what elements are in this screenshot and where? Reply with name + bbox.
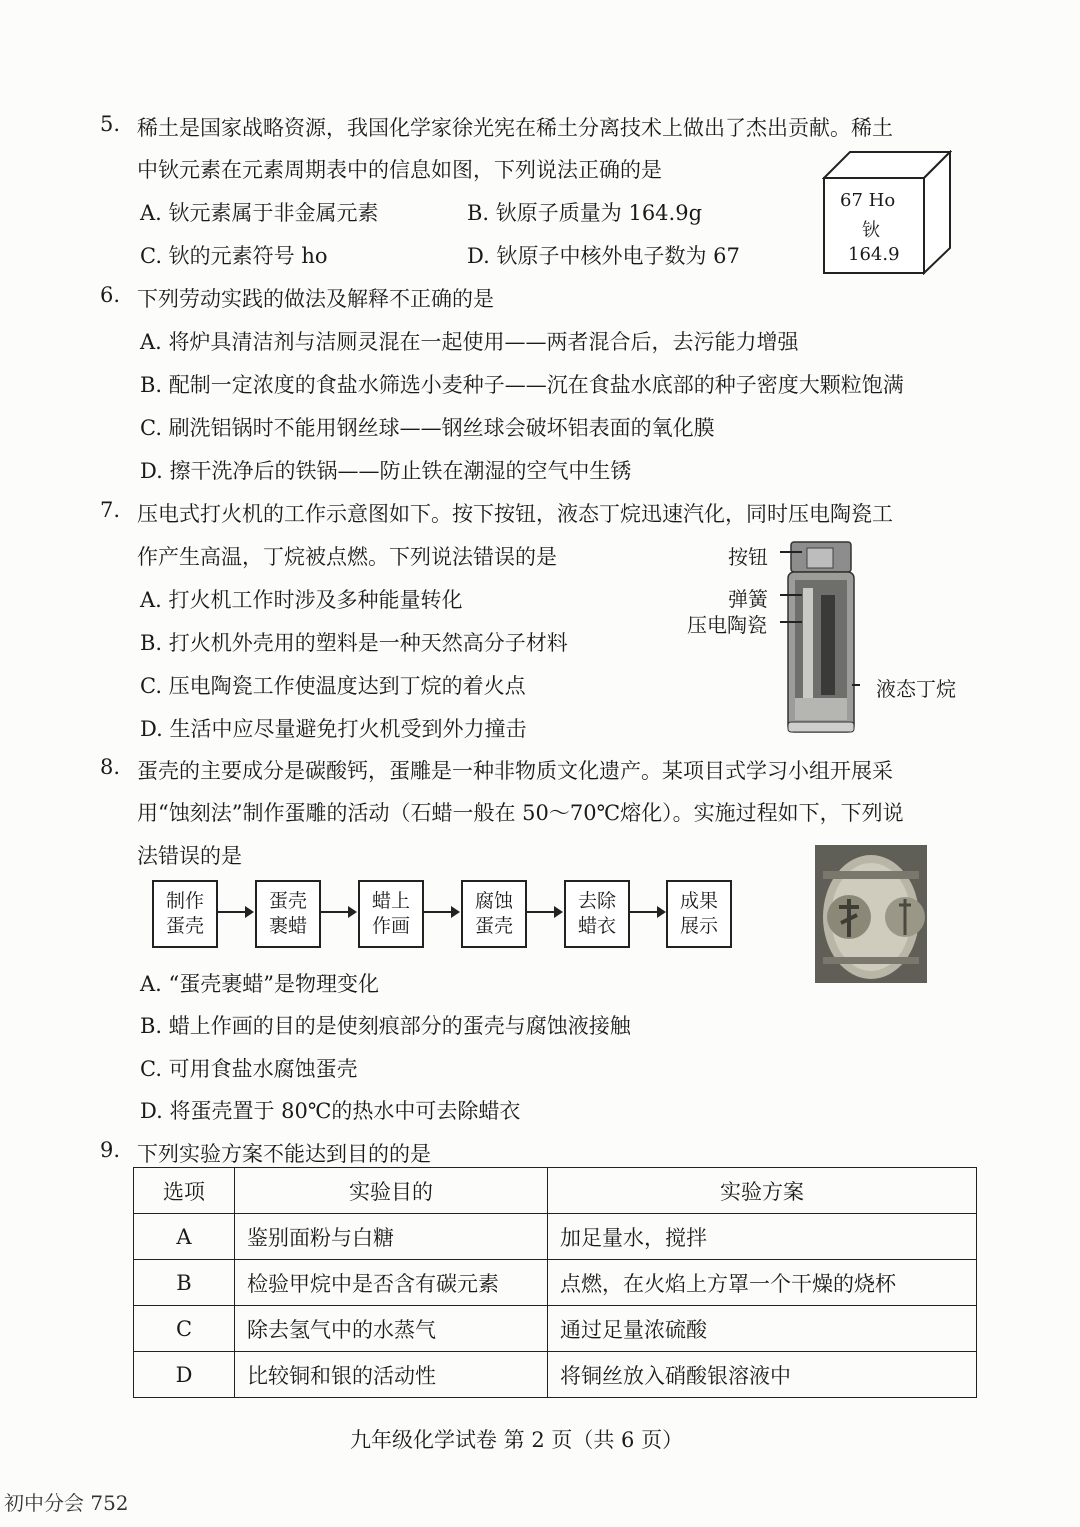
lighter-leader-lines bbox=[780, 540, 860, 700]
q6-option-c: C. 刷洗铝锅时不能用钢丝球——钢丝球会破坏铝表面的氧化膜 bbox=[140, 416, 715, 440]
table-cell: C bbox=[134, 1306, 235, 1352]
q5-line2: 中钬元素在元素周期表中的信息如图，下列说法正确的是 bbox=[137, 158, 662, 182]
q9-number: 9. bbox=[100, 1138, 121, 1162]
q5-number: 5. bbox=[100, 112, 121, 136]
flow-step-6: 成果 展示 bbox=[666, 880, 732, 948]
label-spring: 弹簧 bbox=[728, 587, 768, 611]
table-cell: B bbox=[134, 1260, 235, 1306]
table-header-row bbox=[134, 1168, 977, 1214]
flow-arrow bbox=[424, 911, 458, 913]
element-cell-cube bbox=[822, 150, 952, 275]
flow-step-3: 蜡上 作画 bbox=[358, 880, 424, 948]
table-header: 实验方案 bbox=[548, 1168, 977, 1214]
flow-step-1: 制作 蛋壳 bbox=[152, 880, 218, 948]
table-cell: A bbox=[134, 1214, 235, 1260]
q6-option-d: D. 擦干洗净后的铁锅——防止铁在潮湿的空气中生锈 bbox=[140, 459, 632, 483]
element-mass: 164.9 bbox=[848, 244, 900, 265]
table-row bbox=[134, 1260, 977, 1306]
flow-arrow bbox=[527, 911, 561, 913]
q7-option-b: B. 打火机外壳用的塑料是一种天然高分子材料 bbox=[140, 631, 568, 655]
q6-option-a: A. 将炉具清洁剂与洁厕灵混在一起使用——两者混合后，去污能力增强 bbox=[140, 330, 799, 354]
label-button: 按钮 bbox=[728, 545, 768, 569]
q5-option-c: C. 钬的元素符号 ho bbox=[140, 244, 328, 268]
table-row bbox=[134, 1214, 977, 1260]
q8-option-c: C. 可用食盐水腐蚀蛋壳 bbox=[140, 1057, 358, 1081]
q7-option-d: D. 生活中应尽量避免打火机受到外力撞击 bbox=[140, 717, 527, 741]
q7-line2: 作产生高温，丁烷被点燃。下列说法错误的是 bbox=[137, 545, 557, 569]
label-ceramic: 压电陶瓷 bbox=[687, 613, 767, 637]
table-cell: 加足量水，搅拌 bbox=[548, 1214, 977, 1260]
table-cell: D bbox=[134, 1352, 235, 1398]
flow-arrow bbox=[321, 911, 355, 913]
table-header: 选项 bbox=[134, 1168, 235, 1214]
q5-option-a: A. 钬元素属于非金属元素 bbox=[140, 201, 379, 225]
q6-option-b: B. 配制一定浓度的食盐水筛选小麦种子——沉在食盐水底部的种子密度大颗粒饱满 bbox=[140, 373, 904, 397]
table-cell: 点燃，在火焰上方罩一个干燥的烧杯 bbox=[548, 1260, 977, 1306]
experiment-table bbox=[133, 1167, 977, 1398]
q8-line3: 法错误的是 bbox=[137, 844, 242, 868]
table-cell: 鉴别面粉与白糖 bbox=[235, 1214, 548, 1260]
q8-option-a: A. “蛋壳裹蜡”是物理变化 bbox=[140, 972, 379, 996]
table-cell: 比较铜和银的活动性 bbox=[235, 1352, 548, 1398]
q7-option-a: A. 打火机工作时涉及多种能量转化 bbox=[140, 588, 463, 612]
table-cell: 除去氢气中的水蒸气 bbox=[235, 1306, 548, 1352]
flow-arrow bbox=[630, 911, 664, 913]
element-name: 钬 bbox=[862, 220, 880, 241]
table-cell: 检验甲烷中是否含有碳元素 bbox=[235, 1260, 548, 1306]
table-row bbox=[134, 1306, 977, 1352]
q8-line2: 用“蚀刻法”制作蛋雕的活动（石蜡一般在 50～70℃熔化）。实施过程如下，下列说 bbox=[137, 801, 904, 825]
page-footer: 九年级化学试卷 第 2 页（共 6 页） bbox=[350, 1428, 684, 1452]
q7-line1: 压电式打火机的工作示意图如下。按下按钮，液态丁烷迅速汽化，同时压电陶瓷工 bbox=[137, 502, 893, 526]
q5-option-d: D. 钬原子中核外电子数为 67 bbox=[467, 244, 740, 268]
table-header: 实验目的 bbox=[235, 1168, 548, 1214]
q9-stem: 下列实验方案不能达到目的的是 bbox=[137, 1142, 431, 1166]
q8-option-d: D. 将蛋壳置于 80℃的热水中可去除蜡衣 bbox=[140, 1099, 521, 1123]
q5-option-b: B. 钬原子质量为 164.9g bbox=[467, 201, 703, 225]
label-butane: 液态丁烷 bbox=[876, 677, 956, 701]
table-row bbox=[134, 1352, 977, 1398]
q6-stem: 下列劳动实践的做法及解释不正确的是 bbox=[137, 287, 494, 311]
q8-number: 8. bbox=[100, 755, 121, 779]
table-cell: 通过足量浓硫酸 bbox=[548, 1306, 977, 1352]
q8-option-b: B. 蜡上作画的目的是使刻痕部分的蛋壳与腐蚀液接触 bbox=[140, 1014, 631, 1038]
watermark-text: 初中分会 752 bbox=[4, 1491, 129, 1515]
q6-number: 6. bbox=[100, 283, 121, 307]
egg-carving-photo bbox=[815, 845, 927, 983]
q7-number: 7. bbox=[100, 498, 121, 522]
flow-step-4: 腐蚀 蛋壳 bbox=[461, 880, 527, 948]
flow-step-5: 去除 蜡衣 bbox=[564, 880, 630, 948]
flow-arrow bbox=[218, 911, 252, 913]
table-cell: 将铜丝放入硝酸银溶液中 bbox=[548, 1352, 977, 1398]
q7-option-c: C. 压电陶瓷工作使温度达到丁烷的着火点 bbox=[140, 674, 526, 698]
q5-line1: 稀土是国家战略资源，我国化学家徐光宪在稀土分离技术上做出了杰出贡献。稀土 bbox=[137, 116, 893, 140]
flow-step-2: 蛋壳 裹蜡 bbox=[255, 880, 321, 948]
q8-line1: 蛋壳的主要成分是碳酸钙，蛋雕是一种非物质文化遗产。某项目式学习小组开展采 bbox=[137, 759, 893, 783]
element-number-symbol: 67 Ho bbox=[840, 190, 896, 211]
